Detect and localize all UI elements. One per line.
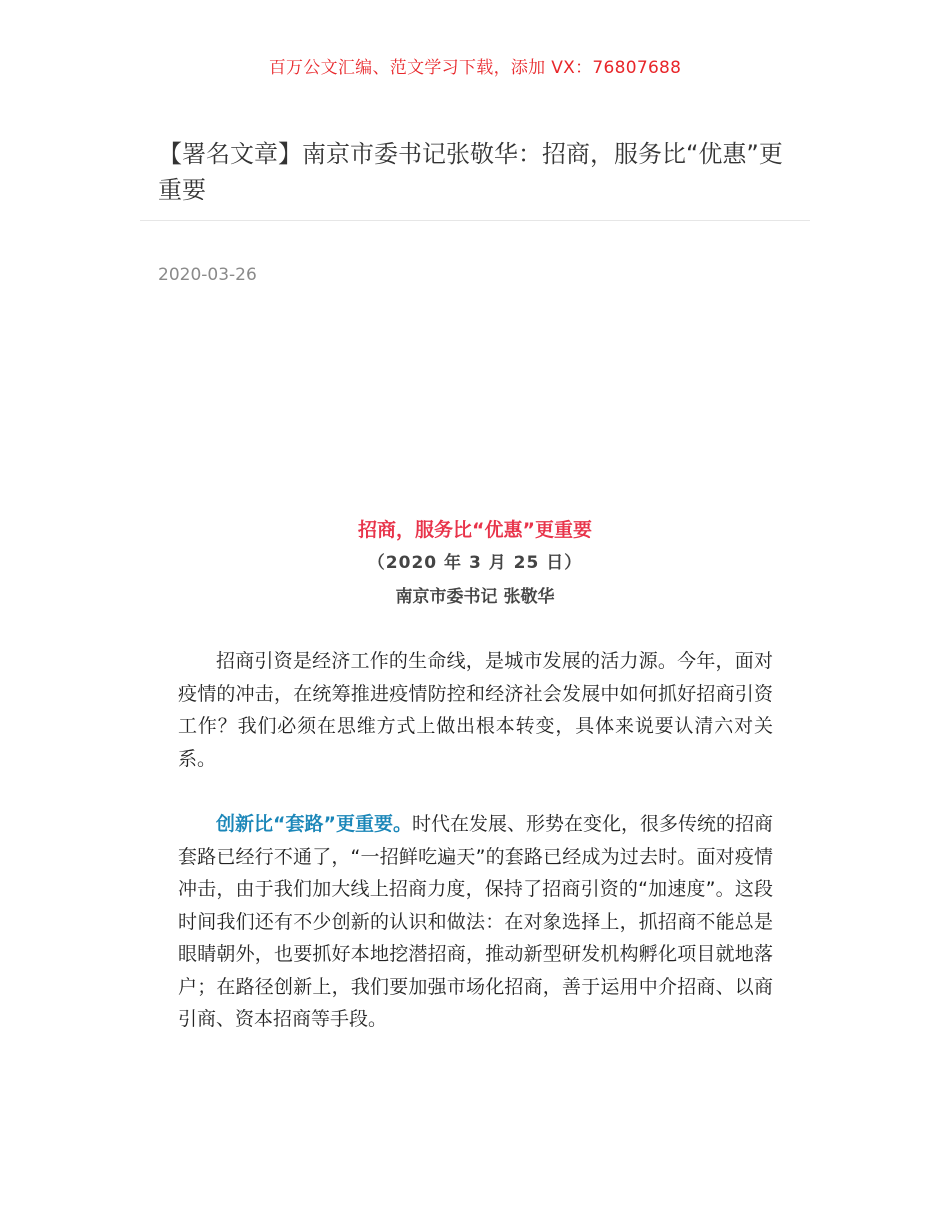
publish-date: 2020-03-26: [158, 265, 257, 285]
article-heading: 招商，服务比“优惠”更重要: [358, 519, 592, 541]
paragraph-text: 时代在发展、形势在变化，很多传统的招商套路已经行不通了，“一招鲜吃遍天”的套路已经成为过去时。面对疫情冲击，由于我们加大线上招商力度，保持了招商引资的“加速度”。这段时间我们还有不少创新的认识和做法：在对象选择上，抓招商不能总是眼睛朝外，也要抓好本地挖潜招商，推动新型研发机构孵化项目就地落户；在路径创新上，我们要加强市场化招商，善于运用中介招商、以商引商、资本招商等手段。: [178, 813, 773, 1030]
paragraph-text: 招商引资是经济工作的生命线，是城市发展的活力源。今年，面对疫情的冲击，在统筹推进疫情防控和经济社会发展中如何抓好招商引资工作？我们必须在思维方式上做出根本转变，具体来说要认清六对关系。: [178, 650, 773, 770]
paragraph-lead-phrase: 创新比“套路”更重要。: [216, 813, 412, 835]
paragraph-innovation: [178, 808, 773, 1036]
article-date-line: （2020 年 3 月 25 日）: [367, 553, 583, 573]
article-author: 南京市委书记 张敬华: [395, 587, 555, 607]
top-banner: 百万公文汇编、范文学习下载，添加 VX：76807688: [268, 58, 682, 78]
article-title: 【署名文章】南京市委书记张敬华：招商，服务比“优惠”更重要: [158, 140, 783, 204]
paragraph-intro: [178, 645, 773, 775]
title-divider: [140, 220, 810, 221]
